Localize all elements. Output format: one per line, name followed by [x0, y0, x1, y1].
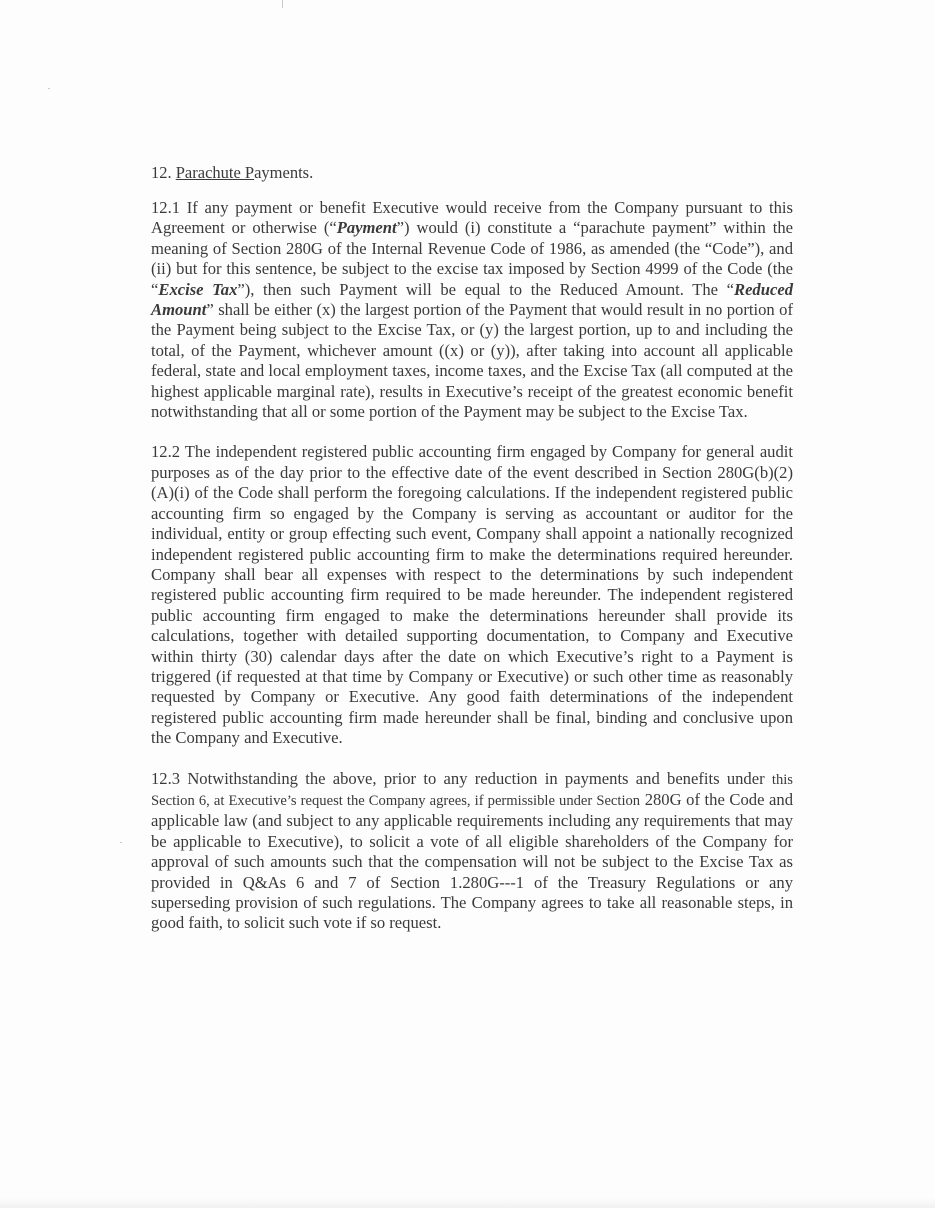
defined-term-payment: Payment	[336, 218, 397, 238]
scan-bottom-edge	[0, 1198, 935, 1208]
p1-text-b: ”) would (i) constitute a “parachute payment” within the meaning of Section 280G of the Internal Revenue Code of 1986, as amended (the “Code”), and (ii) but for this sentence, be subject to the excise tax imposed by Section 4999 of the Code (the “	[151, 218, 793, 299]
paragraph-12-1	[151, 198, 793, 422]
scan-artifact-tick	[282, 0, 283, 8]
p3-small-line: this Section 6, at Executive’s request the Company agrees, if permissible under Section	[151, 771, 793, 809]
section-heading	[151, 163, 793, 183]
p1-text-d: ” shall be either (x) the largest portion of the Payment that would result in no portion of the Payment being subject to the Excise Tax, or (y) the largest portion, up to and including the total, of the Payment, whichever amount ((x) or (y)), after taking into account all applicable federal, state and local employment taxes, income taxes, and the Excise Tax (all computed at the highest applicable marginal rate), results in Executive’s receipt of the greatest economic benefit notwithstanding that all or some portion of the Payment may be subject to the Excise Tax.	[151, 300, 793, 422]
p3-text-b: 280G of the Code and applicable law (and subject to any applicable requirements including any requirements that may be applicable to Executive), to solicit a vote of all eligible shareholders of the Company for approval of such amounts such that the compensation will not be subject to the Excise Tax as provided in Q&As 6 and 7 of Section 1.280G---1 of the Treasury Regulations or any superseding provision of such regulations. The Company agrees to take all reasonable steps, in good faith, to solicit such vote if so request.	[151, 789, 793, 933]
document-body	[151, 163, 793, 954]
p3-text-a: 12.3 Notwithstanding the above, prior to any reduction in payments and benefits under	[151, 768, 772, 788]
paragraph-12-3	[151, 769, 793, 934]
section-number: 12.	[151, 163, 176, 182]
p1-text-c: ”), then such Payment will be equal to the Reduced Amount. The “	[237, 279, 734, 299]
section-title-underlined: Parachute P	[175, 163, 255, 182]
paragraph-12-2: 12.2 The independent registered public accounting firm engaged by Company for general audit purposes as of the day prior to the effective date of the event described in Section 280G(b)(2)(A)(i) of the Code shall perform the foregoing calculations. If the independent registered public accounting firm so engaged by the Company is serving as accountant or auditor for the individual, entity or group effecting such event, Company shall appoint a nationally recognized independent registered public accounting firm to make the determinations required hereunder. Company shall bear all expenses with respect to the determinations by such independent registered public accounting firm required to be made hereunder. The independent registered public accounting firm engaged to make the determinations hereunder shall provide its calculations, together with detailed supporting documentation, to Company and Executive within thirty (30) calendar days after the date on which Executive’s right to a Payment is triggered (if requested at that time by Company or Executive) or such other time as reasonably requested by Company or Executive. Any good faith determinations of the independent registered public accounting firm made hereunder shall be final, binding and conclusive upon the Company and Executive.	[151, 442, 793, 748]
scan-artifact-dot	[48, 88, 50, 89]
p1-text-a: 12.1 If any payment or benefit Executive would receive from the Company pursuant to this Agreement or otherwise (“	[151, 198, 793, 238]
defined-term-reduced-amount: Reduced Amount	[151, 279, 793, 320]
section-title-rest: ayments.	[254, 163, 314, 182]
scan-artifact-dot	[120, 842, 122, 843]
defined-term-excise-tax: Excise Tax	[158, 279, 238, 299]
